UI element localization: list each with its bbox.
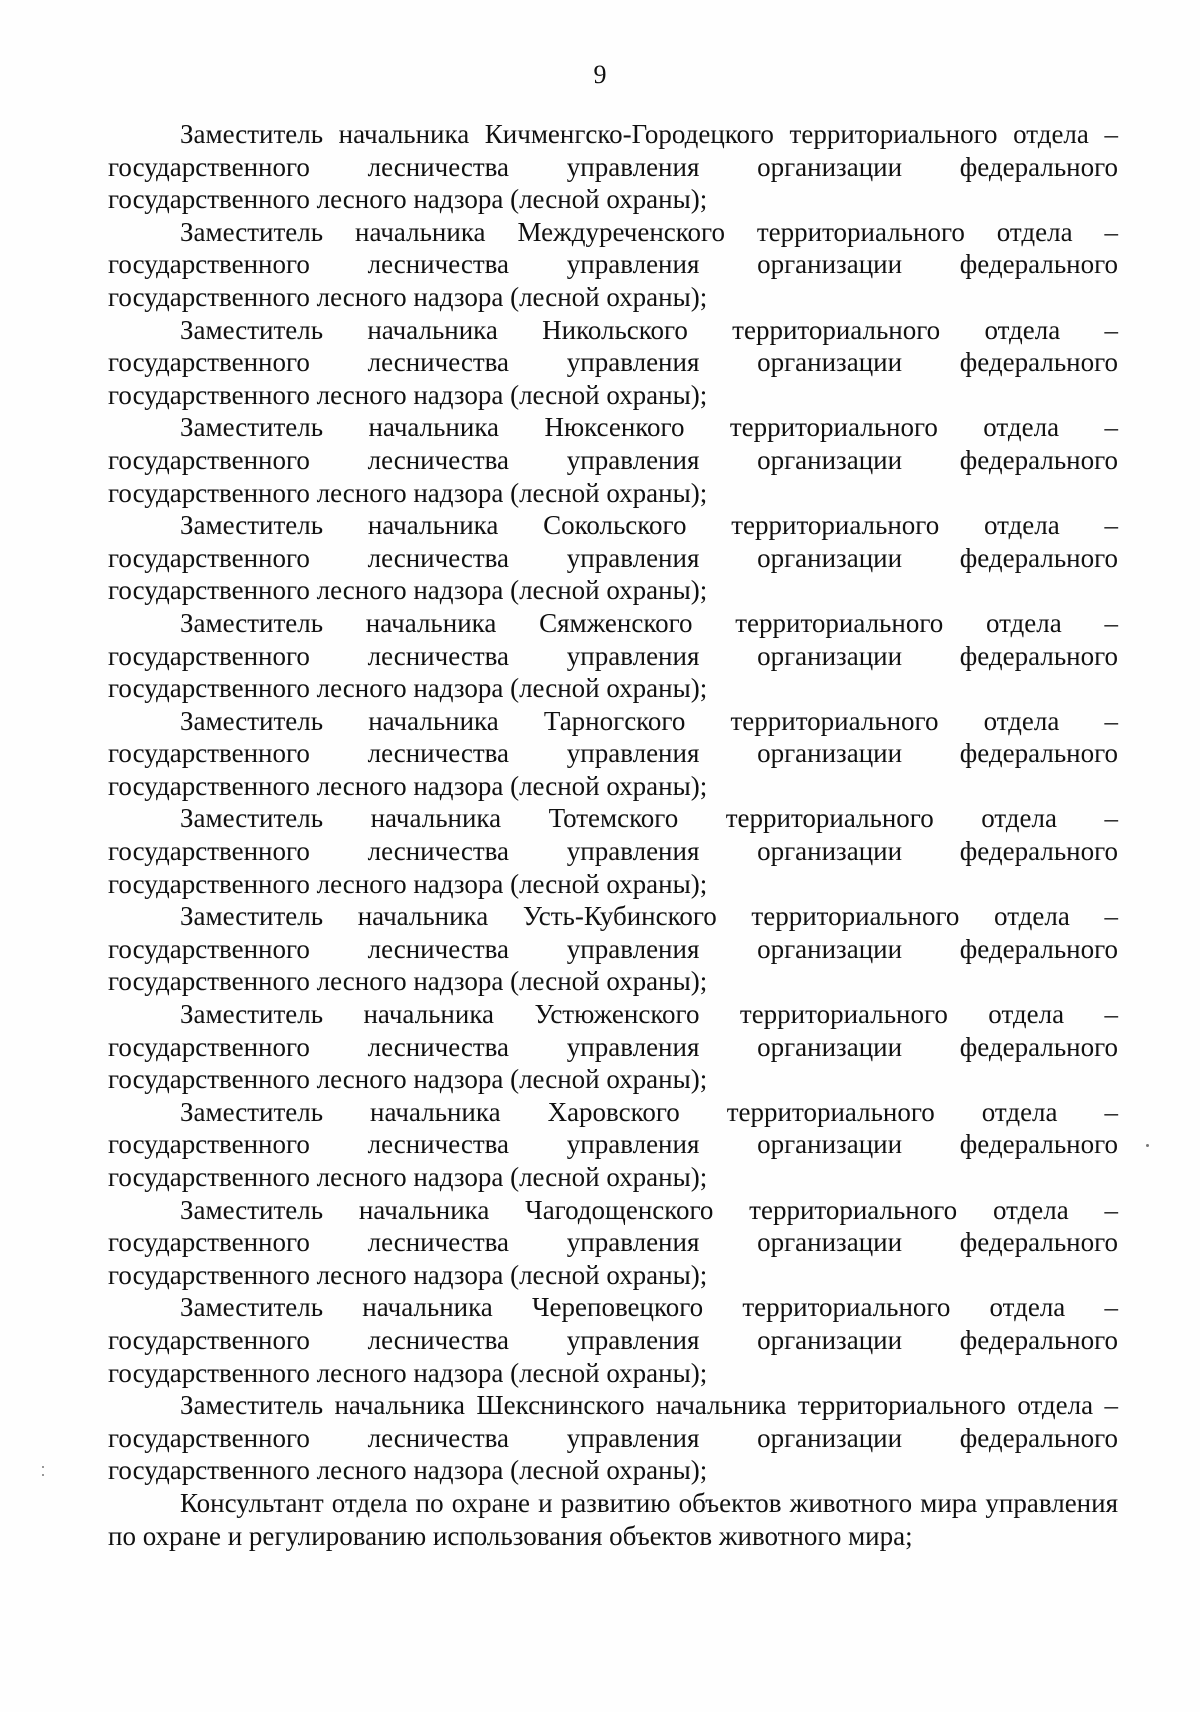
paragraph: Заместитель начальника Устюженского территориального отдела – государственного лесничества управления организации федерального государственного лесного надзора (лесной охраны);: [108, 999, 1118, 1095]
paragraph: Заместитель начальника Никольского территориального отдела – государственного лесничества управления организации федерального государственного лесного надзора (лесной охраны);: [108, 314, 1118, 410]
paragraph: Заместитель начальника Нюксенкого территориального отдела – государственного лесничества управления организации федерального государственного лесного надзора (лесной охраны);: [108, 412, 1118, 508]
document-body: [108, 118, 1118, 1552]
paragraph: Заместитель начальника Харовского территориального отдела – государственного лесничества управления организации федерального государственного лесного надзора (лесной охраны);: [108, 1096, 1118, 1192]
paragraph: Заместитель начальника Междуреченского территориального отдела – государственного лесничества управления организации федерального государственного лесного надзора (лесной охраны);: [108, 216, 1118, 312]
paragraph: Заместитель начальника Череповецкого территориального отдела – государственного лесничества управления организации федерального государственного лесного надзора (лесной охраны);: [108, 1292, 1118, 1388]
scan-speck: [42, 1474, 44, 1476]
scan-speck: [1146, 1144, 1149, 1147]
paragraph: Заместитель начальника Усть-Кубинского территориального отдела – государственного лесничества управления организации федерального государственного лесного надзора (лесной охраны);: [108, 901, 1118, 997]
paragraph: Заместитель начальника Чагодощенского территориального отдела – государственного лесничества управления организации федерального государственного лесного надзора (лесной охраны);: [108, 1194, 1118, 1290]
paragraph: Заместитель начальника Сямженского территориального отдела – государственного лесничества управления организации федерального государственного лесного надзора (лесной охраны);: [108, 607, 1118, 704]
paragraph: Заместитель начальника Кичменгско-Городецкого территориального отдела – государственного лесничества управления организации федерального государственного лесного надзора (лесной охраны);: [108, 119, 1118, 215]
paragraph: Заместитель начальника Тотемского территориального отдела – государственного лесничества управления организации федерального государственного лесного надзора (лесной охраны);: [108, 803, 1118, 899]
paragraph: Заместитель начальника Шекснинского начальника территориального отдела – государственного лесничества управления организации федерального государственного лесного надзора (лесной охраны);: [108, 1390, 1118, 1486]
paragraph: Заместитель начальника Сокольского территориального отдела – государственного лесничества управления организации федерального государственного лесного надзора (лесной охраны);: [108, 510, 1118, 606]
page-number: 9: [593, 60, 607, 89]
paragraph: Заместитель начальника Тарногского территориального отдела – государственного лесничества управления организации федерального государственного лесного надзора (лесной охраны);: [108, 705, 1118, 801]
scan-speck: [42, 1466, 44, 1468]
paragraph: Консультант отдела по охране и развитию объектов животного мира управления по охране и регулированию использования объектов животного мира;: [108, 1487, 1118, 1551]
